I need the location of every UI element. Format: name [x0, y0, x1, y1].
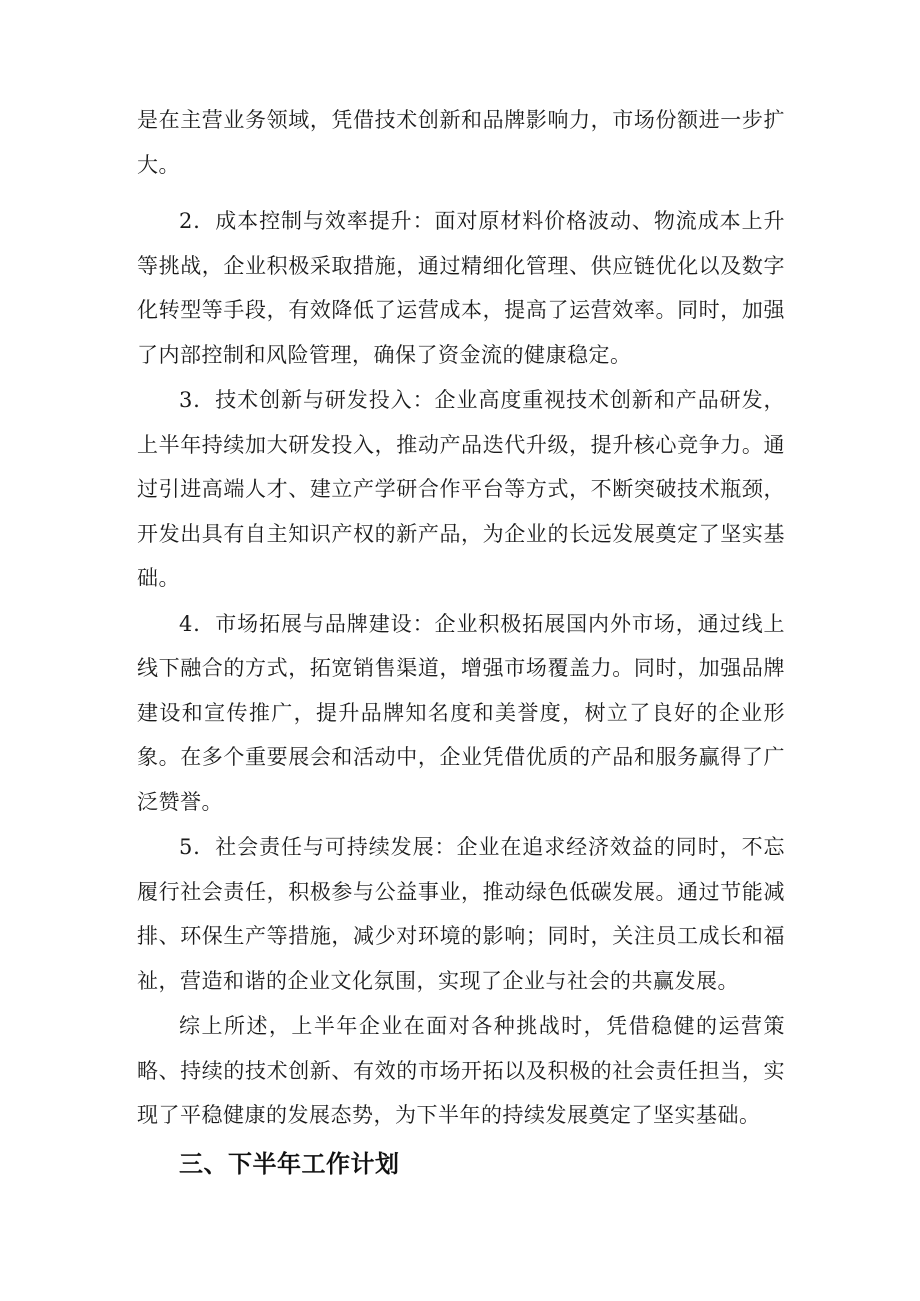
- paragraph-summary: 综上所述，上半年企业在面对各种挑战时，凭借稳健的运营策略、持续的技术创新、有效的市场开拓以及积极的社会责任担当，实现了平稳健康的发展态势，为下半年的持续发展奠定了坚实基础。: [137, 1014, 785, 1127]
- paragraph-cost-control: 2．成本控制与效率提升：面对原材料价格波动、物流成本上升等挑战，企业积极采取措施，通过精细化管理、供应链优化以及数字化转型等手段，有效降低了运营成本，提高了运营效率。同时，加强了内部控制和风险管理，确保了资金流的健康稳定。: [137, 209, 785, 367]
- document-page: [137, 98, 785, 1186]
- paragraph-market-expansion: 4．市场拓展与品牌建设：企业积极拓展国内外市场，通过线上线下融合的方式，拓宽销售渠道，增强市场覆盖力。同时，加强品牌建设和宣传推广，提升品牌知名度和美誉度，树立了良好的企业形象。在多个重要展会和活动中，企业凭借优质的产品和服务赢得了广泛赞誉。: [137, 611, 785, 814]
- paragraph-social-responsibility: 5．社会责任与可持续发展：企业在追求经济效益的同时，不忘履行社会责任，积极参与公益事业，推动绿色低碳发展。通过节能减排、环保生产等措施，减少对环境的影响；同时，关注员工成长和福祉，营造和谐的企业文化氛围，实现了企业与社会的共赢发展。: [137, 835, 785, 993]
- paragraph-continuation: 是在主营业务领域，凭借技术创新和品牌影响力，市场份额进一步扩大。: [137, 108, 785, 177]
- section-heading: 三、下半年工作计划: [179, 1149, 400, 1178]
- paragraph-tech-innovation: 3．技术创新与研发投入：企业高度重视技术创新和产品研发，上半年持续加大研发投入，推动产品迭代升级，提升核心竞争力。通过引进高端人才、建立产学研合作平台等方式，不断突破技术瓶颈，开发出具有自主知识产权的新产品，为企业的长远发展奠定了坚实基础。: [137, 388, 785, 590]
